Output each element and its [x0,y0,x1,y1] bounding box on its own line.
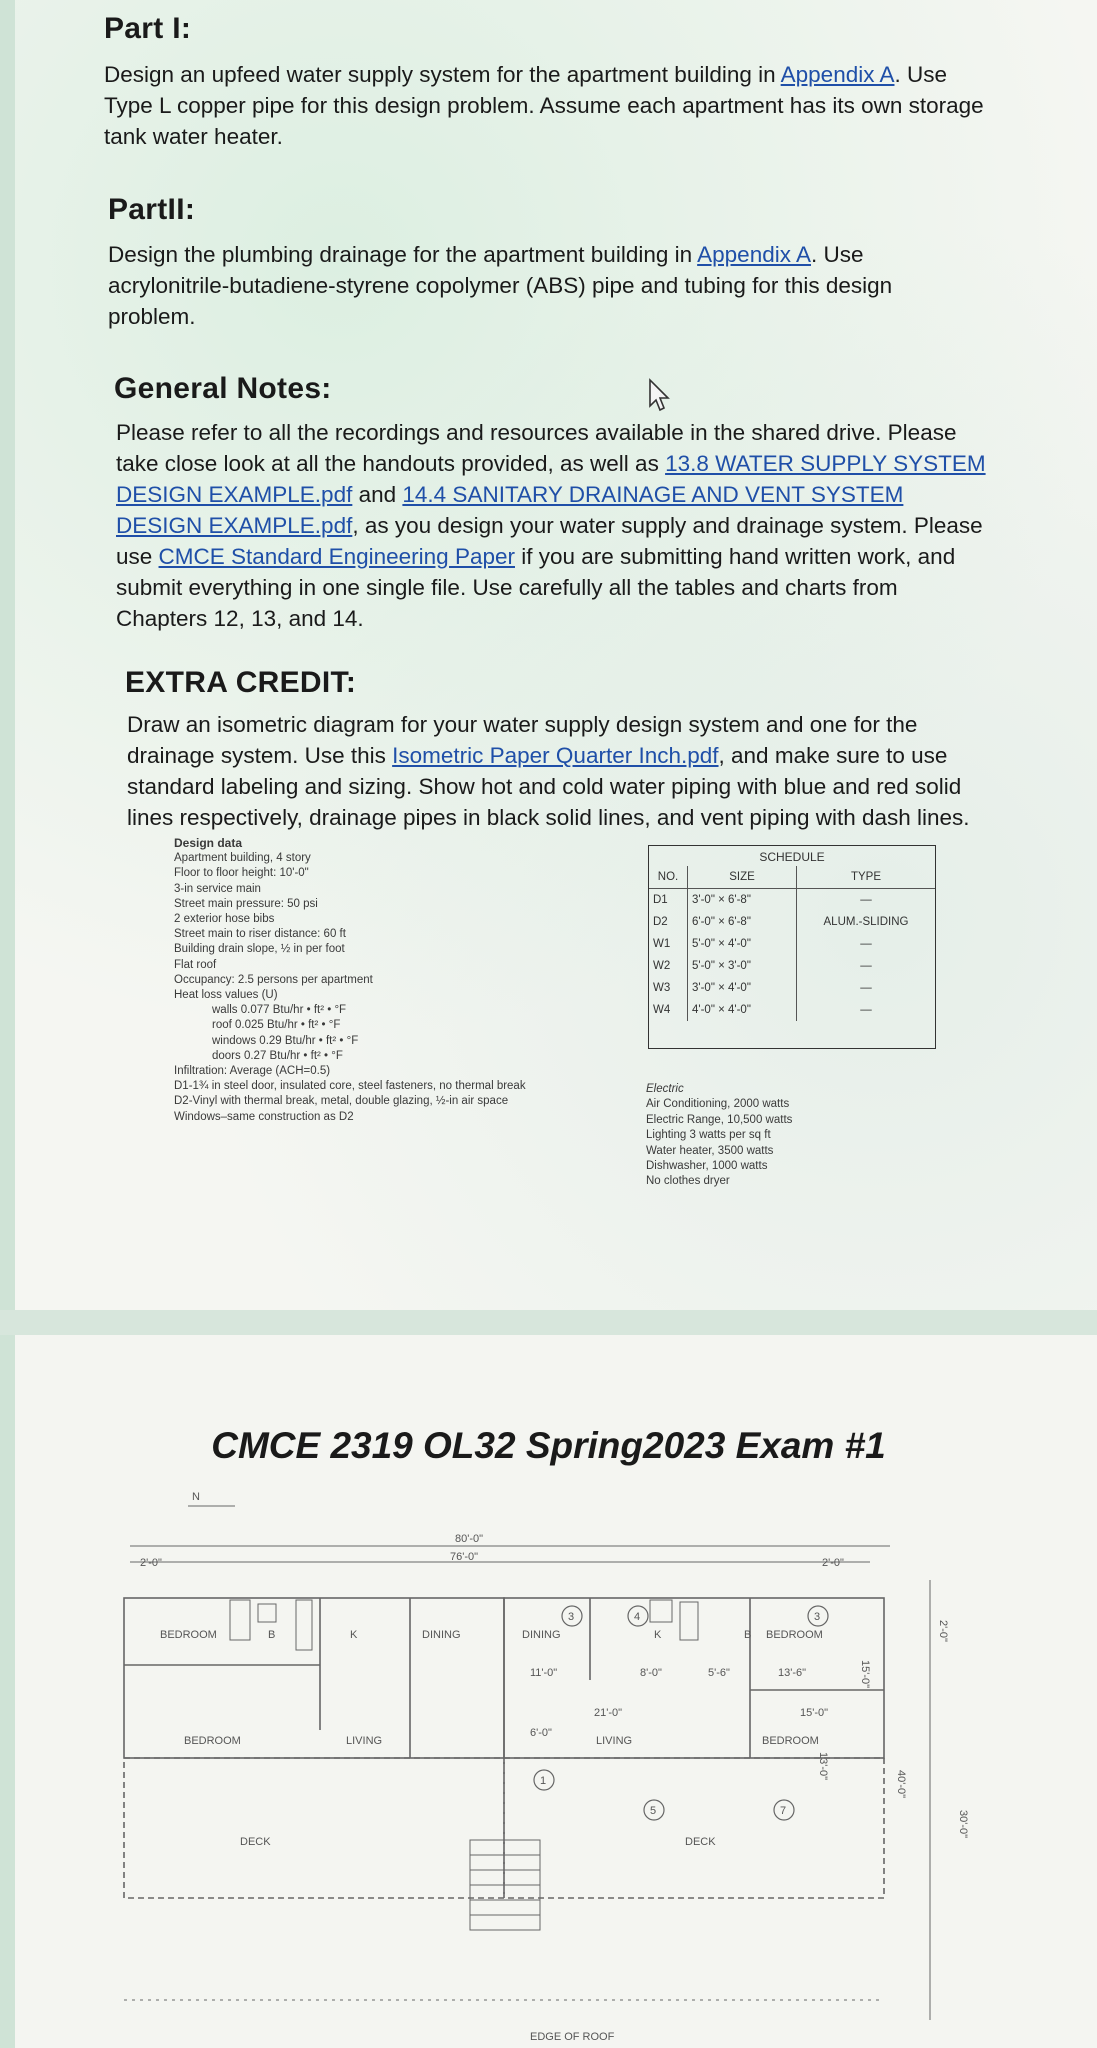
wall-outline [124,1598,504,1758]
room-label: BEDROOM [160,1629,217,1641]
table-row [649,955,935,977]
fixture [680,1602,698,1640]
u-value-line: windows 0.29 Btu/hr • ft² • °F [212,1034,359,1047]
dim-label: 40'-0" [895,1770,907,1799]
water-supply-example-link[interactable]: 13.8 WATER SUPPLY SYSTEM DESIGN EXAMPLE.pdf [116,451,986,507]
isometric-paper-link[interactable]: Isometric Paper Quarter Inch.pdf [392,743,719,768]
schedule-cell: — [860,1004,872,1016]
floor-plan [110,1480,980,2048]
fixture [258,1604,276,1622]
schedule-cell: W1 [649,933,688,955]
page-gap [0,1310,1097,1335]
room-label: DECK [685,1836,716,1848]
electric-line: Electric Range, 10,500 watts [646,1113,793,1126]
schedule-cell: W4 [649,999,688,1021]
table-row [649,999,935,1021]
schedule-cell: 4'-0" × 4'-0" [688,999,797,1021]
part2-heading: PartII: [108,193,196,226]
tag-number: 1 [540,1775,547,1787]
schedule-cell: — [860,894,872,906]
design-data-tail-line: D2-Vinyl with thermal break, metal, double glazing, ½-in air space [174,1095,509,1108]
extra-credit-heading: EXTRA CREDIT: [125,666,357,699]
schedule-header-row [649,866,935,889]
schedule-cell: — [860,960,872,972]
edge-of-roof-label: EDGE OF ROOF [530,2031,615,2043]
electric-line: No clothes dryer [646,1175,730,1188]
part2-text [108,239,908,332]
schedule-col-type: TYPE [797,866,936,889]
extra-credit-text [127,709,987,833]
dim-inner: 76'-0" [450,1551,479,1563]
schedule-cell: D2 [649,911,688,933]
tag-number: 4 [634,1611,641,1623]
design-data-tail-line: Infiltration: Average (ACH=0.5) [174,1065,331,1078]
sanitary-drainage-example-link[interactable]: 14.4 SANITARY DRAINAGE AND VENT SYSTEM DESIGN EXAMPLE.pdf [116,482,904,538]
table-row [649,977,935,999]
general-notes-t1: Please refer to all the recordings and resources available in the shared drive. Please take close look at all the handouts provided, as well as [116,420,957,476]
fixture [296,1600,312,1650]
exam-title: CMCE 2319 OL32 Spring2023 Exam #1 [211,1425,886,1466]
schedule-cell: — [860,982,872,994]
dim-left: 2'-0" [140,1557,162,1569]
extra-credit-t2: , and make sure to use standard labeling and sizing. Show hot and cold water piping with blue and red solid lines respectively, drainage pipes in black solid lines, and vent piping with dash lines. [127,743,970,830]
design-data-block [174,836,574,1125]
room-label: LIVING [596,1735,633,1747]
electric-line: Air Conditioning, 2000 watts [646,1098,790,1111]
dim-label: 15'-0" [859,1660,871,1689]
schedule-cell: 5'-0" × 3'-0" [688,955,797,977]
schedule-cell: W3 [649,977,688,999]
north-label: N [192,1491,200,1503]
dim-overall: 80'-0" [455,1533,484,1545]
room-label: BEDROOM [184,1735,241,1747]
room-label: BEDROOM [762,1735,819,1747]
u-value-line: walls 0.077 Btu/hr • ft² • °F [212,1004,347,1017]
tag-number: 3 [814,1611,821,1623]
design-data-line: 3-in service main [174,882,261,895]
design-data-line: Heat loss values (U) [174,989,278,1002]
extra-credit-t1: Draw an isometric diagram for your water supply design system and one for the drainage system. Use this [127,712,918,768]
part1-heading: Part I: [104,12,192,45]
general-notes-t4: if you are submitting hand written work, and submit everything in one single file. Use carefully all the tables and charts from Chapters 12, 13, and 14. [116,544,956,631]
table-row [649,933,935,955]
dim-label: 13'-6" [778,1667,807,1679]
part1-text [104,59,994,152]
electric-block [646,1082,946,1190]
cmce-paper-link[interactable]: CMCE Standard Engineering Paper [158,544,515,569]
design-data-line: Flat roof [174,958,217,971]
dim-label: 15'-0" [800,1707,829,1719]
tag-number: 7 [780,1805,787,1817]
dim-label: 5'-6" [708,1667,730,1679]
deck-outline [124,1758,504,1898]
part2-text-b: . Use acrylonitrile-butadiene-styrene copolymer (ABS) pipe and tubing for this design problem. [108,242,893,329]
u-value-line: doors 0.27 Btu/hr • ft² • °F [212,1049,343,1062]
kitchen-label: K [350,1629,358,1641]
schedule-cell: 3'-0" × 4'-0" [688,977,797,999]
schedule-cell: — [860,938,872,950]
general-notes-heading: General Notes: [114,372,332,405]
tag-number: 3 [568,1611,575,1623]
appendix-a-link-2[interactable]: Appendix A [697,242,811,267]
part1-text-a: Design an upfeed water supply system for the apartment building in [104,62,781,87]
part2-text-a: Design the plumbing drainage for the apartment building in [108,242,698,267]
dim-label: 30'-0" [957,1810,969,1839]
design-data-line: 2 exterior hose bibs [174,913,275,926]
bath-label: B [744,1629,752,1641]
electric-line: Dishwasher, 1000 watts [646,1160,768,1173]
general-notes-t3: , as you design your water supply and drainage system. Please use [116,513,983,569]
dim-label: 8'-0" [640,1667,662,1679]
schedule-table [648,845,936,1049]
design-data-line: Occupancy: 2.5 persons per apartment [174,973,373,986]
appendix-a-link-1[interactable]: Appendix A [780,62,895,87]
schedule-cell: 6'-0" × 6'-8" [688,911,797,933]
general-notes-text [116,417,986,634]
dim-label: 6'-0" [530,1727,552,1739]
design-data-line: Floor to floor height: 10'-0" [174,867,309,880]
design-data-line: Street main to riser distance: 60 ft [174,928,346,941]
design-data-title: Design data [174,836,243,850]
table-row [649,911,935,933]
table-row [649,889,935,912]
dim-label: 11'-0" [530,1667,558,1679]
design-data-tail-line: D1-1¾ in steel door, insulated core, steel fasteners, no thermal break [174,1080,526,1093]
room-label: DINING [522,1629,561,1641]
room-label: DECK [240,1836,271,1848]
schedule-col-no: NO. [649,866,688,889]
schedule-col-size: SIZE [688,866,797,889]
electric-line: Water heater, 3500 watts [646,1144,774,1157]
electric-title: Electric [646,1083,684,1095]
design-data-line: Building drain slope, ½ in per foot [174,943,345,956]
wall-outline [504,1598,884,1758]
dim-label: 13'-0" [817,1752,829,1781]
dim-label: 21'-0" [594,1707,623,1719]
dim-right: 2'-0" [822,1557,844,1569]
design-data-line: Apartment building, 4 story [174,852,311,865]
kitchen-label: K [654,1629,662,1641]
room-label: BEDROOM [766,1629,823,1641]
part1-text-b: . Use Type L copper pipe for this design problem. Assume each apartment has its own storage tank water heater. [104,62,984,149]
tag-number: 5 [650,1805,657,1817]
fixture [650,1600,672,1622]
dim-label: 2'-0" [937,1620,949,1642]
u-value-line: roof 0.025 Btu/hr • ft² • °F [212,1019,341,1032]
design-data-tail-line: Windows–same construction as D2 [174,1110,354,1123]
electric-line: Lighting 3 watts per sq ft [646,1129,771,1142]
schedule-cell: W2 [649,955,688,977]
schedule-cell: 5'-0" × 4'-0" [688,933,797,955]
room-label: DINING [422,1629,461,1641]
schedule-cell: D1 [649,889,688,912]
schedule-cell: ALUM.-SLIDING [823,916,909,928]
schedule-title: SCHEDULE [759,850,825,864]
design-data-line: Street main pressure: 50 psi [174,897,318,910]
schedule-cell: 3'-0" × 6'-8" [688,889,797,912]
mouse-cursor-icon [648,378,672,412]
room-label: LIVING [346,1735,383,1747]
bath-label: B [268,1629,276,1641]
fixture [230,1600,250,1640]
general-notes-t2: and [352,482,403,507]
